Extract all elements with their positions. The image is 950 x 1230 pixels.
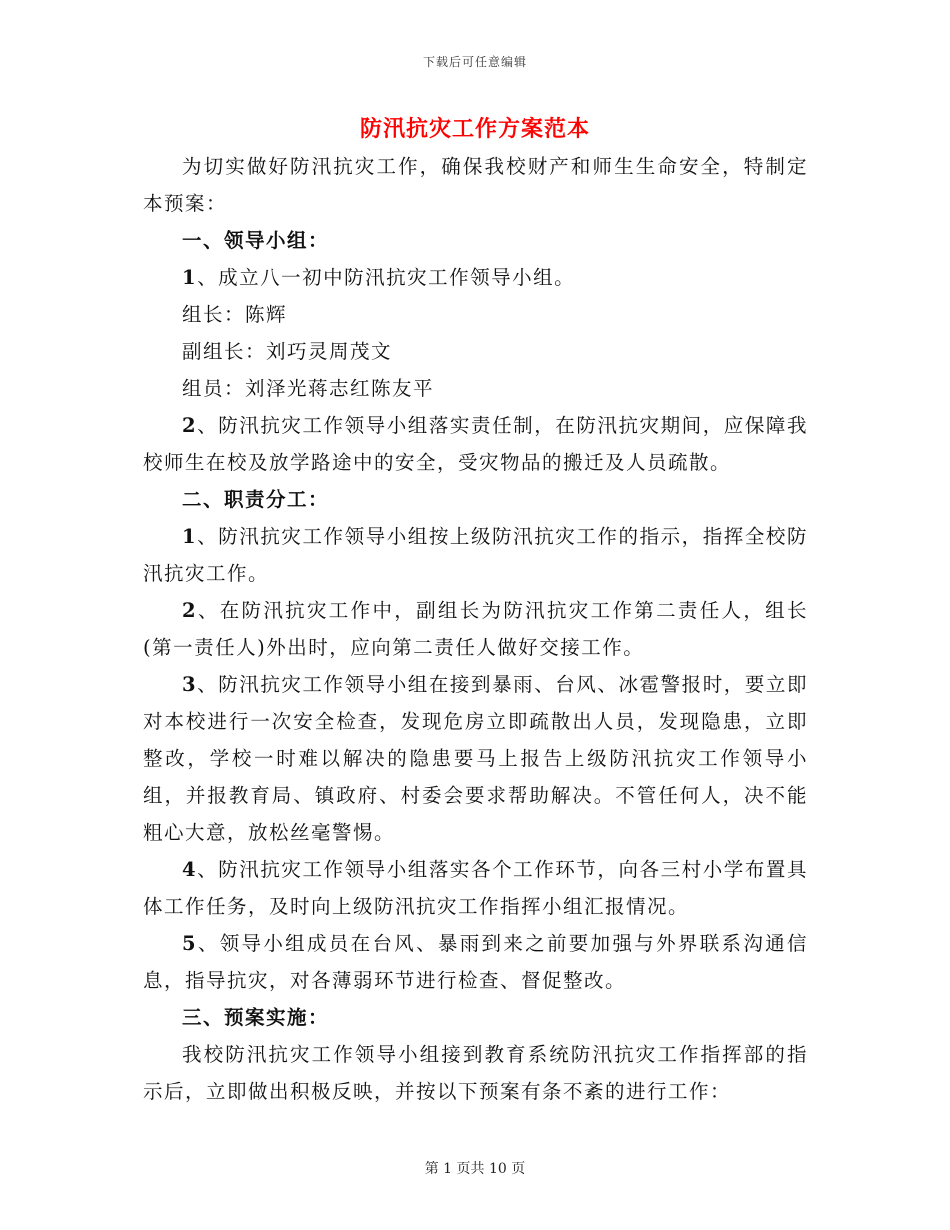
paragraph-text: 、领导小组成员在台风、暴雨到来之前要加强与外界联系沟通信息，指导抗灾，对各薄弱环节进行检查、督促整改。 [143,932,808,992]
item-number: 1 [182,525,198,548]
section-heading: 一、领导小组： [182,229,330,252]
section-heading: 三、预案实施： [182,1006,330,1029]
paragraph: 为切实做好防汛抗灾工作，确保我校财产和师生生命安全，特制定本预案： [143,155,808,215]
paragraph [143,592,808,666]
section-heading: 二、职责分工： [182,488,330,511]
paragraph-text: 、在防汛抗灾工作中，副组长为防汛抗灾工作第二责任人，组长(第一责任人)外出时，应向第二责任人做好交接工作。 [143,599,808,659]
paragraph [143,259,808,296]
item-number: 2 [182,599,198,622]
paragraph [143,851,808,925]
paragraph [143,518,808,592]
item-number: 4 [182,858,198,881]
document-title: 防汛抗灾工作方案范本 [359,116,590,142]
document-body [143,148,808,1110]
paragraph-text: 、成立八一初中防汛抗灾工作领导小组。 [197,266,576,289]
paragraph: 我校防汛抗灾工作领导小组接到教育系统防汛抗灾工作指挥部的指示后，立即做出积极反映，并按以下预案有条不紊的进行工作： [143,1043,808,1103]
paragraph-text: 、防汛抗灾工作领导小组落实责任制，在防汛抗灾期间，应保障我校师生在校及放学路途中的安全，受灾物品的搬迁及人员疏散。 [143,414,808,474]
item-number: 1 [182,266,198,289]
item-number: 5 [182,932,198,955]
item-number: 2 [182,414,198,437]
item-number: 3 [182,673,198,696]
paragraph: 副组长：刘巧灵周茂文 [182,340,393,363]
paragraph-text: 、防汛抗灾工作领导小组落实各个工作环节，向各三村小学布置具体工作任务，及时向上级防汛抗灾工作指挥小组汇报情况。 [143,858,808,918]
paragraph: 组长：陈辉 [182,303,288,326]
header-note: 下载后可任意编辑 [422,55,527,69]
paragraph-text: 、防汛抗灾工作领导小组在接到暴雨、台风、冰雹警报时，要立即对本校进行一次安全检查，发现危房立即疏散出人员，发现隐患，立即整改，学校一时难以解决的隐患要马上报告上级防汛抗灾工作领导小组，并报教育局、镇政府、村委会要求帮助解决。不管任何人，决不能粗心大意，放松丝毫警惕。 [143,673,808,844]
paragraph: 组员：刘泽光蒋志红陈友平 [182,377,435,400]
paragraph [143,666,808,851]
paragraph-text: 、防汛抗灾工作领导小组按上级防汛抗灾工作的指示，指挥全校防汛抗灾工作。 [143,525,808,585]
paragraph [143,925,808,999]
page-footer: 第 1 页共 10 页 [424,1161,526,1177]
paragraph [143,407,808,481]
